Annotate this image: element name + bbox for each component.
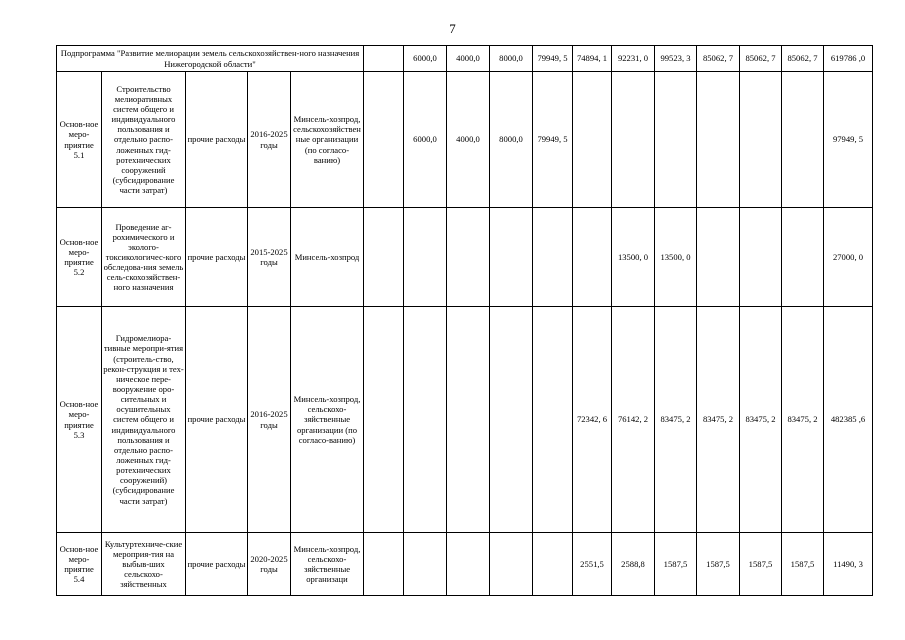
subprogram-value-cell: 85062, 7 [697, 46, 740, 72]
subprogram-value-cell: 74894, 1 [573, 46, 612, 72]
value-cell [404, 533, 447, 596]
expense-type: прочие расходы [186, 533, 248, 596]
value-cell [490, 208, 533, 307]
executor: Минсель-хозпрод, сельскохо-зяйственные организаци [291, 533, 364, 596]
value-cell: 83475, 2 [782, 307, 824, 533]
executor: Минсель-хозпрод, сельскохо-зяйственные организации (по согласо-ванию) [291, 307, 364, 533]
value-cell: 2551,5 [573, 533, 612, 596]
value-cell [655, 72, 697, 208]
value-cell: 1587,5 [697, 533, 740, 596]
value-cell [697, 208, 740, 307]
value-cell: 4000,0 [447, 72, 490, 208]
value-cell: 79949, 5 [533, 72, 573, 208]
value-cell [490, 307, 533, 533]
value-cell: 83475, 2 [655, 307, 697, 533]
activity-name: Гидромелиора-тивные меропри-ятия (строитель-ство, рекон-струкция и тех-ническое пере-вооружение оро-сительных и осушительных систем общего и индивидуального пользования и отдельно распо-ложенных гид-ротехнических сооружений) (субсидирование части затрат) [102, 307, 186, 533]
period: 2015-2025 годы [248, 208, 291, 307]
value-cell: 27000, 0 [824, 208, 873, 307]
subprogram-value-cell: 99523, 3 [655, 46, 697, 72]
value-cell: 1587,5 [655, 533, 697, 596]
value-cell: 1587,5 [782, 533, 824, 596]
value-cell [740, 72, 782, 208]
subprogram-value-cell: 4000,0 [447, 46, 490, 72]
period: 2016-2025 годы [248, 307, 291, 533]
value-cell [740, 208, 782, 307]
value-cell [490, 533, 533, 596]
table-row [57, 72, 873, 208]
value-cell [404, 208, 447, 307]
activity-label: Основ-ное меро-приятие 5.2 [57, 208, 102, 307]
subprogram-value-cell [364, 46, 404, 72]
subprogram-title: Подпрограмма "Развитие мелиорации земель сельскохозяйствен-ного назначения Нижегородской области" [57, 46, 364, 72]
value-cell: 11490, 3 [824, 533, 873, 596]
subprogram-value-cell: 85062, 7 [740, 46, 782, 72]
subprogram-value-cell: 6000,0 [404, 46, 447, 72]
value-cell [533, 307, 573, 533]
table-row [57, 208, 873, 307]
subprogram-value-cell: 8000,0 [490, 46, 533, 72]
table-row [57, 533, 873, 596]
executor: Минсель-хозпрод [291, 208, 364, 307]
period: 2016-2025 годы [248, 72, 291, 208]
value-cell: 76142, 2 [612, 307, 655, 533]
value-cell [533, 208, 573, 307]
value-cell [447, 307, 490, 533]
subprogram-value-cell: 92231, 0 [612, 46, 655, 72]
value-cell: 83475, 2 [697, 307, 740, 533]
activity-label: Основ-ное меро-приятие 5.1 [57, 72, 102, 208]
value-cell: 83475, 2 [740, 307, 782, 533]
table-row [57, 307, 873, 533]
value-cell [782, 72, 824, 208]
value-cell [404, 307, 447, 533]
activity-name: Проведение аг-рохимического и эколого-токсикологичес-кого обследова-ния земель сель-скохозяйствен-ного назначения [102, 208, 186, 307]
value-cell [782, 208, 824, 307]
value-cell [697, 72, 740, 208]
activity-label: Основ-ное меро-приятие 5.4 [57, 533, 102, 596]
executor: Минсель-хозпрод, сельскохозяйственные организации (по согласо-ванию) [291, 72, 364, 208]
value-cell [364, 208, 404, 307]
value-cell [612, 72, 655, 208]
value-cell: 2588,8 [612, 533, 655, 596]
subprogram-row [57, 46, 873, 72]
subprogram-value-cell: 85062, 7 [782, 46, 824, 72]
value-cell [364, 72, 404, 208]
page-number: 7 [449, 21, 456, 36]
value-cell [364, 533, 404, 596]
value-cell: 482385 ,6 [824, 307, 873, 533]
period: 2020-2025 годы [248, 533, 291, 596]
value-cell [533, 533, 573, 596]
activity-name: Культуртехниче-ские мероприя-тия на выбыв-ших сельскохо-зяйственных [102, 533, 186, 596]
value-cell: 6000,0 [404, 72, 447, 208]
value-cell [364, 307, 404, 533]
expense-type: прочие расходы [186, 72, 248, 208]
value-cell [573, 208, 612, 307]
value-cell: 97949, 5 [824, 72, 873, 208]
value-cell: 1587,5 [740, 533, 782, 596]
value-cell [573, 72, 612, 208]
activity-label: Основ-ное меро-приятие 5.3 [57, 307, 102, 533]
value-cell [447, 533, 490, 596]
expense-type: прочие расходы [186, 307, 248, 533]
value-cell: 13500, 0 [655, 208, 697, 307]
budget-table [56, 45, 873, 596]
value-cell: 8000,0 [490, 72, 533, 208]
value-cell [447, 208, 490, 307]
subprogram-value-cell: 619786 ,0 [824, 46, 873, 72]
activity-name: Строительство мелиоративных систем общего и индивидуального пользования и отдельно распо-ложенных гид-ротехнических сооружений (субсидирование части затрат) [102, 72, 186, 208]
value-cell: 13500, 0 [612, 208, 655, 307]
value-cell: 72342, 6 [573, 307, 612, 533]
subprogram-value-cell: 79949, 5 [533, 46, 573, 72]
expense-type: прочие расходы [186, 208, 248, 307]
